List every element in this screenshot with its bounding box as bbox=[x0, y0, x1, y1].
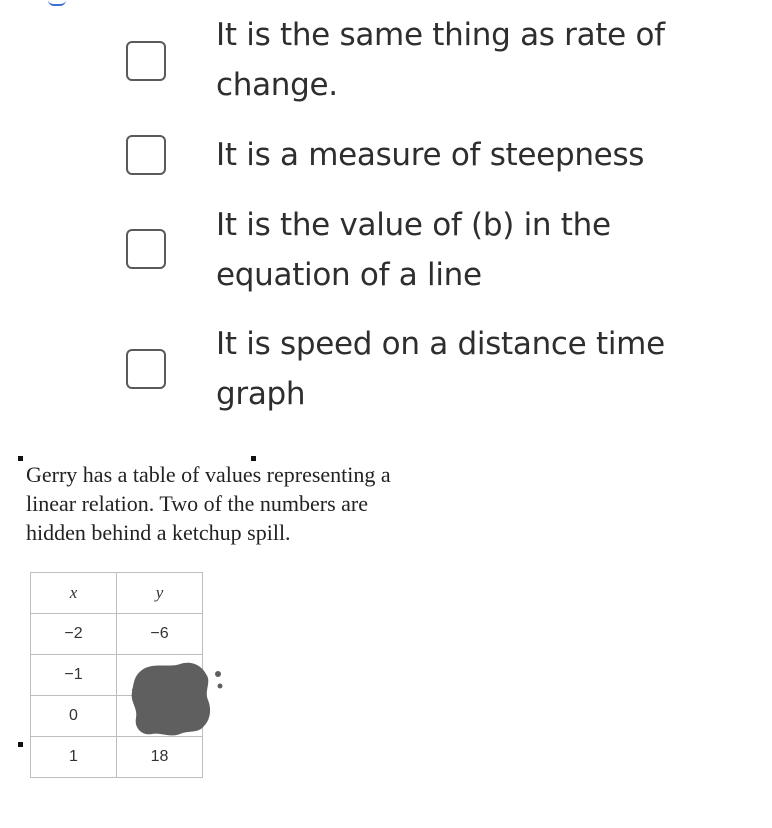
option-3-line-1: It is the value of (b) in the bbox=[216, 207, 611, 243]
question-line-3: hidden behind a ketchup spill. bbox=[26, 520, 291, 545]
scan-mark-dot bbox=[18, 456, 23, 461]
table-row bbox=[31, 614, 203, 655]
table-row bbox=[31, 737, 203, 778]
option-3-label bbox=[216, 200, 736, 300]
cell-x: 0 bbox=[31, 696, 117, 737]
question-text bbox=[26, 460, 476, 547]
cell-y: 18 bbox=[117, 737, 203, 778]
option-3-checkbox[interactable] bbox=[126, 229, 166, 269]
option-3-line-2: equation of a line bbox=[216, 257, 482, 293]
question-line-2: linear relation. Two of the numbers are bbox=[26, 491, 368, 516]
partial-top-icon bbox=[48, 0, 66, 6]
header-y: y bbox=[117, 573, 203, 614]
option-2-line-1: It is a measure of steepness bbox=[216, 137, 645, 173]
option-1-line-1: It is the same thing as rate of bbox=[216, 17, 665, 53]
option-2-checkbox[interactable] bbox=[126, 135, 166, 175]
option-1-line-2: change. bbox=[216, 67, 338, 103]
cell-x: −2 bbox=[31, 614, 117, 655]
option-1-label bbox=[216, 10, 736, 110]
header-x: x bbox=[31, 573, 117, 614]
option-2-label bbox=[216, 130, 736, 180]
cell-x: 1 bbox=[31, 737, 117, 778]
cell-y: −6 bbox=[117, 614, 203, 655]
option-4-checkbox[interactable] bbox=[126, 349, 166, 389]
scan-mark-dot bbox=[18, 742, 23, 747]
ketchup-spill-icon bbox=[128, 660, 228, 740]
cell-x: −1 bbox=[31, 655, 117, 696]
option-4-line-1: It is speed on a distance time bbox=[216, 326, 665, 362]
option-4-line-2: graph bbox=[216, 376, 306, 412]
option-4-label bbox=[216, 319, 736, 419]
question-line-1: Gerry has a table of values representing a bbox=[26, 462, 391, 487]
table-header-row bbox=[31, 573, 203, 614]
option-1-checkbox[interactable] bbox=[126, 41, 166, 81]
